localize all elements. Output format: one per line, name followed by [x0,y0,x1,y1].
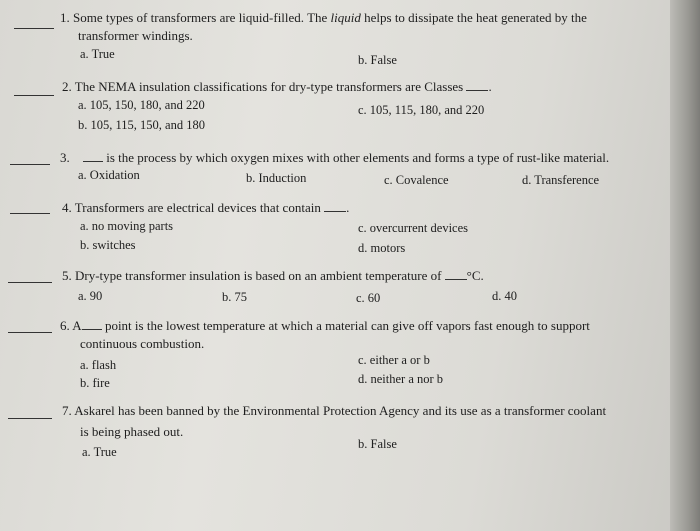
answer-blank-2[interactable] [14,95,54,96]
q4-option-c: c. overcurrent devices [358,221,469,235]
q2-option-b: b. 105, 115, 150, and 180 [78,118,205,132]
q7-option-b: b. False [358,437,397,451]
question-number: 2. [62,79,72,94]
q6-option-d: d. neither a nor b [358,372,444,386]
question-number: 5. [62,268,72,283]
question-text: is the process by which oxygen mixes with other elements and forms a type of rust-like material. [106,150,610,165]
question-text-end: . [346,200,350,215]
q2-option-c: c. 105, 115, 180, and 220 [358,103,485,117]
question-text-end: °C. [466,268,484,283]
q1-option-a: a. True [80,47,115,61]
page-edge-shadow [670,0,700,531]
q3-option-c: c. Covalence [384,173,449,187]
q5-option-b: b. 75 [222,290,247,304]
q4-option-a: a. no moving parts [80,219,174,233]
question-text: Askarel has been banned by the Environmental Protection Agency and its use as a transformer coolant [74,403,607,418]
q4-option-b: b. switches [80,238,136,252]
q3-option-b: b. Induction [246,171,307,185]
question-3 [60,150,609,166]
question-5 [62,268,484,284]
inline-blank [445,279,467,280]
q6-option-a: a. flash [80,358,117,372]
question-text: The NEMA insulation classifications for dry-type transformers are Classes [74,79,464,94]
question-number: 7. [62,403,72,418]
question-number: 6. [60,318,70,333]
question-7-line2: is being phased out. [80,424,184,439]
q5-option-c: c. 60 [356,291,381,305]
inline-blank [324,211,346,212]
answer-blank-5[interactable] [8,282,52,283]
answer-blank-6[interactable] [8,332,52,333]
answer-blank-1[interactable] [14,28,54,29]
inline-blank [466,90,488,91]
q4-option-d: d. motors [358,241,406,255]
inline-blank [83,161,103,162]
question-italic-word: liquid [330,10,361,25]
q5-option-a: a. 90 [78,289,103,303]
question-text: Dry-type transformer insulation is based on an ambient temperature of [75,268,442,283]
question-6 [60,318,590,334]
q6-option-b: b. fire [80,376,110,390]
q2-option-a: a. 105, 150, 180, and 220 [78,98,205,112]
question-text: Some types of transformers are liquid-filled. The [73,10,328,25]
question-number: 1. [60,10,70,25]
question-text: Transformers are electrical devices that contain [74,200,321,215]
question-text-end: helps to dissipate the heat generated by the [364,10,587,25]
q6-option-c: c. either a or b [358,353,430,367]
q5-option-d: d. 40 [492,289,517,303]
question-6-line2: continuous combustion. [80,336,205,351]
question-1-line2: transformer windings. [78,28,193,43]
question-number: 4. [62,200,72,215]
question-text-end: . [488,79,492,94]
question-number: 3. [60,150,70,165]
question-text-start: A [72,318,82,333]
question-2 [62,79,492,95]
question-text: point is the lowest temperature at which a material can give off vapors fast enough to support [104,318,590,333]
inline-blank [82,329,102,330]
question-4 [62,200,349,216]
answer-blank-3[interactable] [10,164,50,165]
question-7 [62,403,606,419]
question-1 [60,10,587,26]
q3-option-d: d. Transference [522,173,600,187]
q7-option-a: a. True [82,445,117,459]
answer-blank-7[interactable] [8,418,52,419]
q1-option-b: b. False [358,53,397,67]
answer-blank-4[interactable] [10,213,50,214]
q3-option-a: a. Oxidation [78,168,140,182]
